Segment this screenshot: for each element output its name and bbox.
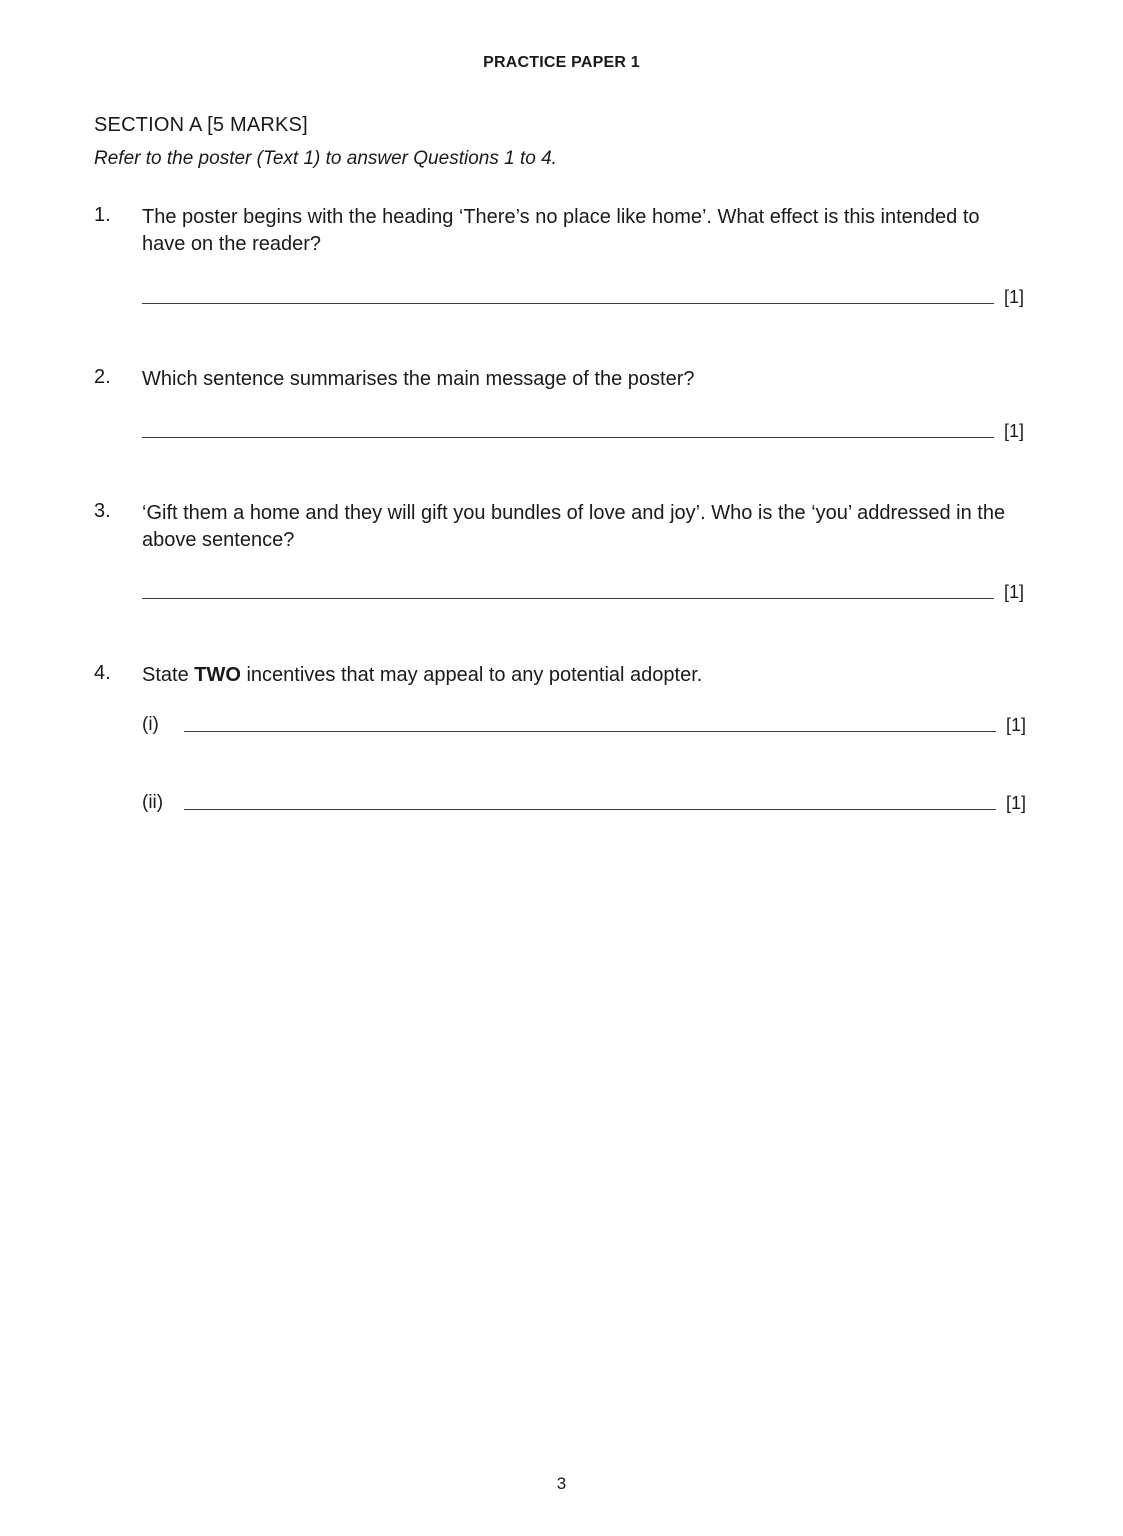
sub-part-label: (i) <box>142 714 159 735</box>
answer-line[interactable] <box>184 809 996 810</box>
question-text-before: State <box>142 664 195 686</box>
question-3 <box>94 500 1034 610</box>
question-number: 3. <box>94 500 111 522</box>
sub-part-label: (ii) <box>142 792 164 813</box>
answer-row <box>142 418 1024 442</box>
page-header: PRACTICE PAPER 1 <box>483 54 640 71</box>
answer-row-ii <box>142 790 1026 814</box>
question-text-emphasis: TWO <box>194 664 241 686</box>
question-text <box>142 662 1022 689</box>
mark-allocation: [1] <box>1003 287 1024 307</box>
answer-line[interactable] <box>142 303 994 304</box>
question-2 <box>94 366 1034 446</box>
answer-line[interactable] <box>142 437 994 438</box>
question-1 <box>94 204 1034 314</box>
question-number: 1. <box>94 204 111 226</box>
section-title: SECTION A [5 MARKS] <box>94 114 308 136</box>
answer-row <box>142 284 1024 308</box>
section-instruction: Refer to the poster (Text 1) to answer Questions 1 to 4. <box>94 148 557 169</box>
answer-row <box>142 579 1024 603</box>
mark-allocation: [1] <box>1005 793 1026 813</box>
page-number: 3 <box>556 1474 567 1493</box>
question-4 <box>94 662 1034 822</box>
question-text-after: incentives that may appeal to any potential adopter. <box>240 664 703 686</box>
answer-row-i <box>142 712 1026 736</box>
mark-allocation: [1] <box>1003 421 1024 441</box>
question-text: The poster begins with the heading ‘There’s no place like home’. What effect is this intended to have on the reader? <box>142 206 980 255</box>
question-number: 4. <box>94 662 111 684</box>
question-number: 2. <box>94 366 111 388</box>
answer-line[interactable] <box>142 598 994 599</box>
mark-allocation: [1] <box>1005 715 1026 735</box>
mark-allocation: [1] <box>1003 582 1024 602</box>
question-text: Which sentence summarises the main message of the poster? <box>142 368 695 390</box>
answer-line[interactable] <box>184 731 996 732</box>
question-text: ‘Gift them a home and they will gift you bundles of love and joy’. Who is the ‘you’ addressed in the above sentence? <box>142 502 1006 551</box>
